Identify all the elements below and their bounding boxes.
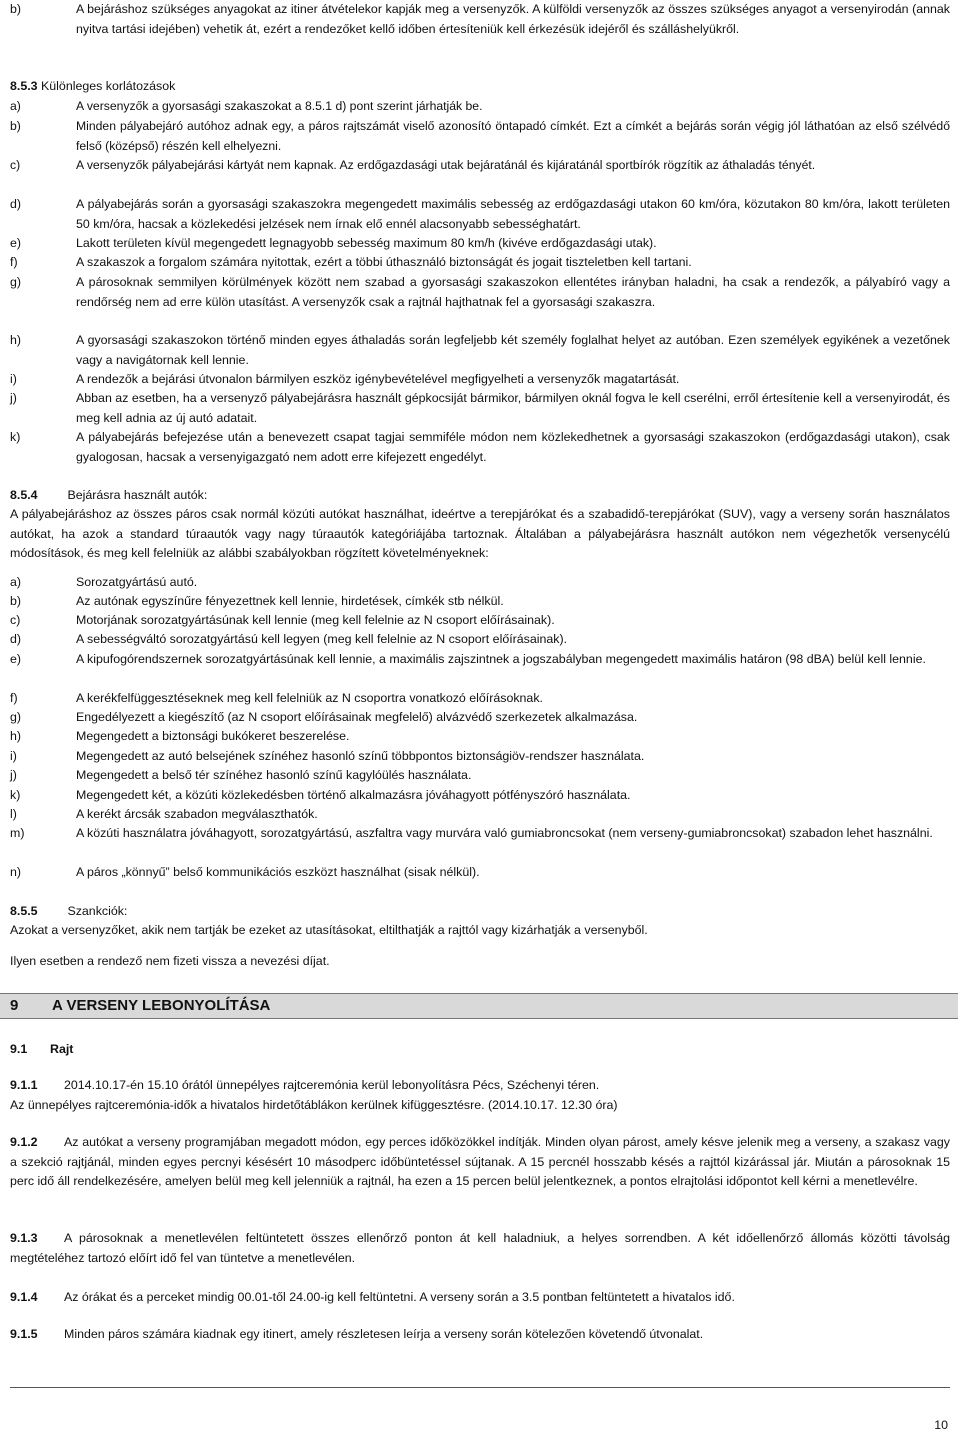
chapter-title: A VERSENY LEBONYOLÍTÁSA xyxy=(52,997,271,1014)
item-text: A páros „könnyű” belső kommunikációs eszközt használhat (sisak nélkül). xyxy=(76,865,480,879)
list-item xyxy=(10,573,950,593)
item-text: A szakaszok a forgalom számára nyitottak, ezért a többi úthasználó biztonságát és jogait tiszteletben kell tartani. xyxy=(76,255,692,269)
paragraph-9-1-1 xyxy=(10,1076,599,1096)
footer-divider xyxy=(10,1387,950,1388)
chapter-heading xyxy=(0,993,958,1019)
section-heading-8-5-4 xyxy=(10,486,207,506)
list-item xyxy=(10,273,950,312)
paragraph: Azokat a versenyzőket, akik nem tartják be ezeket az utasításokat, eltilthatják a rajttól vagy kizárhatják a versenyből. xyxy=(10,923,648,937)
section-number: 9.1.3 xyxy=(10,1231,38,1245)
item-text: A párosoknak semmilyen körülmények között nem szabad a gyorsasági szakaszokon ellentétes irányban haladni, ha csak a rendezők, a pályabíró vagy a rendőrség nem ad erre külön utasítást. A versenyzők csak a rajtnál hajthatnak fel a gyorsasági szakaszra. xyxy=(76,275,950,309)
paragraph-text: 2014.10.17-én 15.10 órától ünnepélyes rajtceremónia kerül lebonyolításra Pécs, Széchenyi téren. xyxy=(64,1078,600,1092)
item-text: A kerékfelfüggesztéseknek meg kell felelniük az N csoportra vonatkozó előírásoknak. xyxy=(76,691,543,705)
section-heading-9-1 xyxy=(10,1040,73,1060)
item-label: d) xyxy=(10,197,22,211)
section-heading-8-5-3 xyxy=(10,77,175,97)
item-text: Motorjának sorozatgyártásúnak kell lennie (meg kell felelnie az N csoport előírásainak). xyxy=(76,613,555,627)
chapter-number: 9 xyxy=(10,997,19,1014)
section-title: Szankciók: xyxy=(67,904,128,918)
item-text: Minden pályabejáró autóhoz adnak egy, a páros rajtszámát viselő azonosító öntapadó címkét. Ezt a címkét a bejárás során végig jól láthatóan az első szélvédő felső (középső) részén kell elhelyezni. xyxy=(76,119,950,153)
list-item xyxy=(10,592,950,612)
item-text: A versenyzők a gyorsasági szakaszokat a 8.5.1 d) pont szerint járhatják be. xyxy=(76,99,483,113)
item-text: Megengedett az autó belsejének színéhez hasonló színű többpontos biztonságiöv-rendszer használata. xyxy=(76,749,645,763)
item-text: Megengedett két, a közúti közlekedésben történő alkalmazásra jóváhagyott pótfényszóró használata. xyxy=(76,788,631,802)
paragraph: Az ünnepélyes rajtceremónia-idők a hivatalos hirdetőtáblákon kerülnek kifüggesztésre. (2014.10.17. 12.30 óra) xyxy=(10,1098,618,1112)
item-label: f) xyxy=(10,691,18,705)
item-text: Engedélyezett a kiegészítő (az N csoport előírásainak megfelelő) alvázvédő szerkezetek alkalmazása. xyxy=(76,710,638,724)
item-label: n) xyxy=(10,865,22,879)
item-text: A kerékt árcsák szabadon megválaszthatók. xyxy=(76,807,318,821)
list-item xyxy=(10,117,950,156)
paragraph-9-1-3 xyxy=(10,1229,950,1268)
paragraph-text: Az autókat a verseny programjában megadott módon, egy perces időközökkel indítják. Minden olyan párost, amely késve jelenik meg a verseny, a szakasz vagy a szekció rajtjánál, minden egyes percnyi késésért 10 másodperc időbüntetéssel sújtanak. A 15 percnél hosszabb késés a rajttól kizárással jár. Miután a párosoknak 15 perc idő áll rendelkezésére, amelyen belül meg kell jelenniük a rajtnál, ha ezen a 15 percen belül jelentkeznek, a pontos elrajtolási időpontot kell kérni a menetlevélre. xyxy=(10,1135,950,1189)
item-text: Megengedett a belső tér színéhez hasonló színű kagylóülés használata. xyxy=(76,768,472,782)
item-label: f) xyxy=(10,255,18,269)
item-label: i) xyxy=(10,749,17,763)
item-text: Lakott területen kívül megengedett legnagyobb sebesség maximum 80 km/h (kivéve erdőgazdasági utak). xyxy=(76,236,657,250)
list-item xyxy=(10,0,950,39)
item-label: k) xyxy=(10,430,21,444)
page-number: 10 xyxy=(934,1418,948,1432)
item-label: j) xyxy=(10,391,17,405)
section-number: 9.1.4 xyxy=(10,1290,38,1304)
paragraph-text: A párosoknak a menetlevélen feltüntetett összes ellenőrző ponton át kell haladniuk, a helyes sorrendben. A két időellenőrző állomás közötti távolság megtételéhez tartozó előírt idő fel van tüntetve a menetlevélen. xyxy=(10,1231,950,1265)
item-label: g) xyxy=(10,710,22,724)
list-item xyxy=(10,689,950,709)
list-item xyxy=(10,370,950,390)
section-number: 8.5.5 xyxy=(10,904,38,918)
list-item xyxy=(10,766,950,786)
list-item xyxy=(10,747,950,767)
list-item xyxy=(10,156,950,176)
section-heading-8-5-5 xyxy=(10,902,127,922)
list-item xyxy=(10,234,950,254)
item-label: m) xyxy=(10,826,25,840)
paragraph-9-1-5 xyxy=(10,1325,703,1345)
list-item xyxy=(10,428,950,467)
item-label: k) xyxy=(10,788,21,802)
section-number: 9.1 xyxy=(10,1042,28,1056)
section-number: 8.5.3 xyxy=(10,79,38,93)
item-text: A közúti használatra jóváhagyott, sorozatgyártású, aszfaltra vagy murvára való gumiabroncsokat (nem verseny-gumiabroncsokat) szabadon lehet használni. xyxy=(76,826,933,840)
list-item xyxy=(10,727,950,747)
list-item xyxy=(10,195,950,234)
item-text: A pályabejárás során a gyorsasági szakaszokra megengedett maximális sebesség az erdőgazdasági utakon 60 km/óra, közutakon 80 km/óra, lakott területen 50 km/óra, hacsak a közlekedési jelzések nem írnak elő ennél alacsonyabb sebességhatárt. xyxy=(76,197,950,231)
item-label: a) xyxy=(10,575,22,589)
section-number: 9.1.1 xyxy=(10,1078,38,1092)
section-title: Különleges korlátozások xyxy=(41,79,176,93)
item-label: g) xyxy=(10,275,22,289)
item-text: Megengedett a biztonsági bukókeret beszerelése. xyxy=(76,729,350,743)
item-label: c) xyxy=(10,613,21,627)
item-text: Abban az esetben, ha a versenyző pályabejárásra használt gépkocsiját bármikor, bármilyen oknál fogva le kell cserélni, erről értesítenie kell a versenyirodát, és meg kell adnia az új autó adatait. xyxy=(76,391,950,425)
section-number: 9.1.2 xyxy=(10,1135,38,1149)
list-item xyxy=(10,331,950,370)
paragraph-text: Az órákat és a perceket mindig 00.01-től 24.00-ig kell feltüntetni. A verseny során a 3.5 pontban feltüntetett a hivatalos idő. xyxy=(64,1290,735,1304)
list-item xyxy=(10,97,950,117)
item-text: Az autónak egyszínűre fényezettnek kell lennie, hirdetések, címkék stb nélkül. xyxy=(76,594,504,608)
item-text: A sebességváltó sorozatgyártású kell legyen (meg kell felelnie az N csoport előírásainak). xyxy=(76,632,568,646)
list-item xyxy=(10,630,950,650)
list-item xyxy=(10,611,950,631)
item-label: i) xyxy=(10,372,17,386)
item-label: j) xyxy=(10,768,17,782)
paragraph-text: Minden páros számára kiadnak egy itinert, amely részletesen leírja a verseny során kötelezően követendő útvonalat. xyxy=(64,1327,704,1341)
list-item xyxy=(10,650,950,670)
item-label: d) xyxy=(10,632,22,646)
item-label: h) xyxy=(10,333,22,347)
list-item xyxy=(10,253,950,273)
list-item xyxy=(10,389,950,428)
list-item xyxy=(10,863,950,883)
list-item xyxy=(10,786,950,806)
item-label: h) xyxy=(10,729,22,743)
item-text: A bejáráshoz szükséges anyagokat az itiner átvételekor kapják meg a versenyzők. A külföldi versenyzők az összes szükséges anyagot a versenyirodán (annak nyitva tartási idejében) vehetik át, ezért a rendezőket kellő időben értesíteniük kell érkezésük idejéről és szálláshelyükről. xyxy=(76,2,950,36)
list-item xyxy=(10,824,950,844)
section-number: 8.5.4 xyxy=(10,488,38,502)
item-text: A versenyzők pályabejárási kártyát nem kapnak. Az erdőgazdasági utak bejáratánál és kijáratánál sportbírók rögzítik az áthaladás tényét. xyxy=(76,158,816,172)
item-label: b) xyxy=(10,119,21,133)
paragraph-9-1-4 xyxy=(10,1288,735,1308)
item-label: b) xyxy=(10,594,22,608)
item-label: l) xyxy=(10,807,17,821)
list-item xyxy=(10,805,950,825)
item-text: A kipufogórendszernek sorozatgyártásúnak kell lennie, a maximális zajszintnek a jogszabályban megengedett maximális határon (98 dBA) belül kell lennie. xyxy=(76,652,926,666)
list-item xyxy=(10,708,950,728)
item-text: A gyorsasági szakaszokon történő minden egyes áthaladás során legfeljebb két személy foglalhat helyet az autóban. Ezen személyek egyikének a vezetőnek vagy a navigátornak kell lennie. xyxy=(76,333,950,367)
paragraph: Ilyen esetben a rendező nem fizeti vissza a nevezési díjat. xyxy=(10,954,330,968)
section-title: Rajt xyxy=(50,1042,74,1056)
item-label: a) xyxy=(10,99,21,113)
paragraph-9-1-2 xyxy=(10,1133,950,1192)
item-label: c) xyxy=(10,158,21,172)
section-intro: A pályabejáráshoz az összes páros csak normál közúti autókat használhat, ideértve a terepjárókat és a szabadidő-terepjárókat (SUV), vagy a verseny során használatos autókat, ha azok a standard túraautók vagy nagy túraautók kategóriájába tartoznak. Általában a pályabejárásra használt autókon nem végezhetők versenycélú módosítások, és meg kell felelniük az alábbi szabályokban rögzített követelményeknek: xyxy=(10,507,950,561)
item-label: e) xyxy=(10,652,22,666)
item-label: e) xyxy=(10,236,22,250)
item-text: A pályabejárás befejezése után a benevezett csapat tagjai semmiféle módon nem közlekedhetnek a gyorsasági szakaszokon (erdőgazdasági utakon), csak gyalogosan, hacsak a versenyigazgató nem adott erre kifejezett engedélyt. xyxy=(76,430,950,464)
item-text: A rendezők a bejárási útvonalon bármilyen eszköz igénybevételével megfigyelheti a versenyzők magatartását. xyxy=(76,372,680,386)
section-number: 9.1.5 xyxy=(10,1327,38,1341)
item-text: Sorozatgyártású autó. xyxy=(76,575,198,589)
section-title: Bejárásra használt autók: xyxy=(67,488,208,502)
item-label: b) xyxy=(10,2,22,16)
